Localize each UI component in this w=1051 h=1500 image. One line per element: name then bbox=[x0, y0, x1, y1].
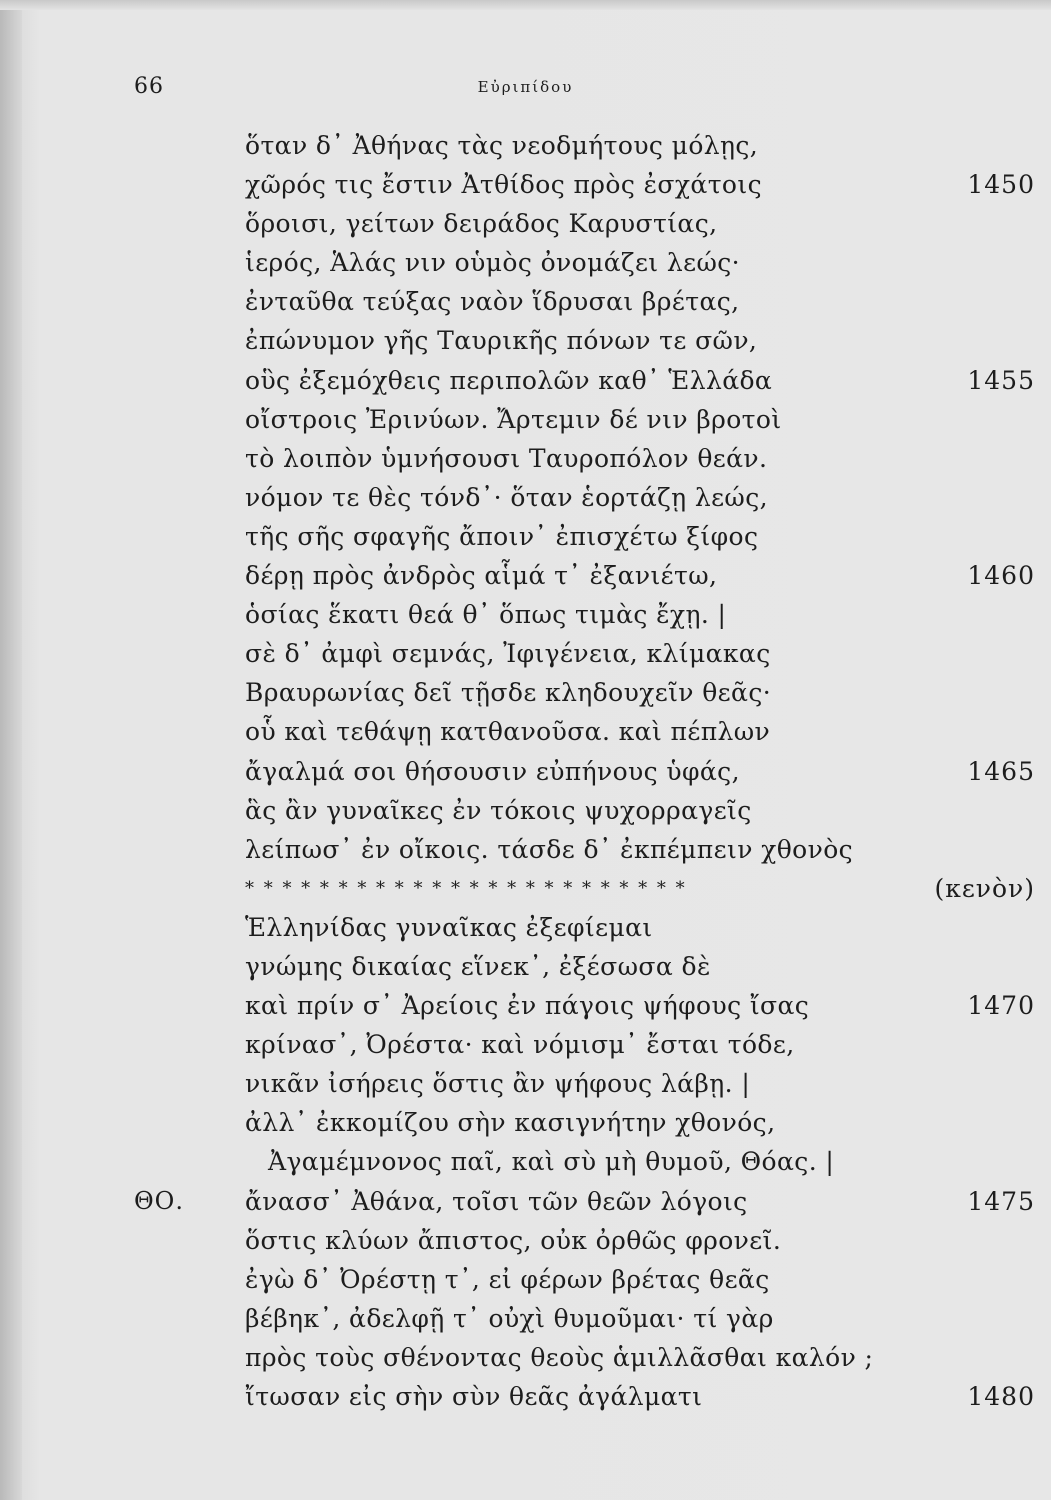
lacuna-line bbox=[0, 869, 1051, 908]
verse-text: ἐπώνυμον γῆς Ταυρικῆς πόνων τε σῶν, bbox=[245, 326, 758, 356]
verse-line bbox=[0, 634, 1051, 673]
verse-text: δέρῃ πρὸς ἀνδρὸς αἷμά τ᾽ ἐξανιέτω, bbox=[245, 561, 718, 591]
verse-text: ὅταν δ᾽ Ἀθήνας τὰς νεοδμήτους μόλῃς, bbox=[245, 131, 759, 160]
verse-line bbox=[0, 321, 1051, 360]
verse-line bbox=[0, 791, 1051, 830]
verse-line bbox=[0, 908, 1051, 947]
line-number: 1455 bbox=[967, 365, 1035, 395]
verse-text: καὶ πρίν σ᾽ Ἀρείοις ἐν πάγοις ψήφους ἴσας bbox=[245, 991, 810, 1021]
verse-line bbox=[0, 1299, 1051, 1338]
verse-text: ἐγὼ δ᾽ Ὀρέστῃ τ᾽, εἰ φέρων βρέτας θεᾶς bbox=[245, 1264, 770, 1294]
verse-text: Βραυρωνίας δεῖ τῇσδε κληδουχεῖν θεᾶς· bbox=[245, 678, 772, 708]
verse-line bbox=[0, 556, 1051, 595]
line-number: 1475 bbox=[967, 1186, 1035, 1216]
verse-text: κρίνασ᾽, Ὀρέστα· καὶ νόμισμ᾽ ἔσται τόδε, bbox=[245, 1030, 795, 1060]
verse-text: ἱερός, Ἁλάς νιν οὑμὸς ὀνομάζει λεώς· bbox=[245, 248, 740, 278]
verse-line bbox=[0, 1338, 1051, 1377]
verse-text: χῶρός τις ἔστιν Ἀτθίδος πρὸς ἐσχάτοις bbox=[245, 170, 762, 200]
verse-text: οὗ καὶ τεθάψῃ κατθανοῦσα. καὶ πέπλων bbox=[245, 717, 771, 747]
verse-line bbox=[0, 595, 1051, 634]
verse-line bbox=[0, 126, 1051, 165]
verse-line bbox=[0, 1025, 1051, 1064]
running-title: Εὐριπίδου bbox=[477, 78, 574, 96]
line-number: 1450 bbox=[967, 170, 1035, 200]
verse-line bbox=[0, 830, 1051, 869]
verse-lines bbox=[0, 126, 1051, 1416]
verse-text: Ἑλληνίδας γυναῖκας ἐξεφίεμαι bbox=[245, 912, 653, 942]
speaker-label: ΘΟ. bbox=[134, 1186, 184, 1215]
verse-line bbox=[0, 204, 1051, 243]
verse-line bbox=[0, 673, 1051, 712]
verse-text: πρὸς τοὺς σθένοντας θεοὺς ἁμιλλᾶσθαι καλόν ; bbox=[245, 1342, 874, 1372]
verse-line bbox=[0, 1182, 1051, 1221]
line-number: 1480 bbox=[967, 1382, 1035, 1411]
verse-text: οἴστροις Ἐρινύων. Ἄρτεμιν δέ νιν βροτοὶ bbox=[245, 404, 782, 434]
verse-text: ἄγαλμά σοι θήσουσιν εὐπήνους ὑφάς, bbox=[245, 756, 740, 786]
verse-line bbox=[0, 1064, 1051, 1103]
verse-line bbox=[0, 165, 1051, 204]
verse-line bbox=[0, 243, 1051, 282]
verse-line bbox=[0, 986, 1051, 1025]
verse-text: λείπωσ᾽ ἐν οἴκοις. τάσδε δ᾽ ἐκπέμπειν χθονὸς bbox=[245, 834, 854, 864]
verse-text: ἄνασσ᾽ Ἀθάνα, τοῖσι τῶν θεῶν λόγοις bbox=[245, 1186, 748, 1216]
verse-line bbox=[0, 947, 1051, 986]
verse-text: ὅροισι, γείτων δειράδος Καρυστίας, bbox=[245, 209, 718, 239]
verse-line bbox=[0, 361, 1051, 400]
verse-line bbox=[0, 1377, 1051, 1416]
verse-line bbox=[0, 282, 1051, 321]
verse-text: βέβηκ᾽, ἀδελφῇ τ᾽ οὐχὶ θυμοῦμαι· τί γὰρ bbox=[245, 1303, 774, 1333]
verse-text: οὓς ἐξεμόχθεις περιπολῶν καθ᾽ Ἑλλάδα bbox=[245, 365, 773, 395]
verse-line bbox=[0, 1103, 1051, 1142]
verse-text: ἃς ἂν γυναῖκες ἐν τόκοις ψυχορραγεῖς bbox=[245, 795, 752, 825]
lacuna-asterisks: * * * * * * * * * * * * * * * * * * * * * * * * bbox=[245, 877, 687, 899]
line-number: 1465 bbox=[967, 756, 1035, 786]
page-number: 66 bbox=[134, 74, 164, 99]
verse-line bbox=[0, 752, 1051, 791]
verse-text: νόμον τε θὲς τόνδ᾽· ὅταν ἑορτάζῃ λεώς, bbox=[245, 482, 768, 512]
verse-text: σὲ δ᾽ ἀμφὶ σεμνάς, Ἰφιγένεια, κλίμακας bbox=[245, 639, 771, 669]
line-number: 1470 bbox=[967, 991, 1035, 1021]
line-number: 1460 bbox=[967, 561, 1035, 591]
verse-text: ὅστις κλύων ἄπιστος, οὐκ ὀρθῶς φρονεῖ. bbox=[245, 1225, 782, 1255]
verse-text: ἀλλ᾽ ἐκκομίζου σὴν κασιγνήτην χθονός, bbox=[245, 1108, 776, 1138]
verse-text: ἐνταῦθα τεύξας ναὸν ἵδρυσαι βρέτας, bbox=[245, 287, 740, 317]
verse-text: ὁσίας ἕκατι θεά θ᾽ ὅπως τιμὰς ἔχῃ. | bbox=[245, 600, 727, 630]
lacuna-note: (κενὸν) bbox=[934, 873, 1035, 903]
verse-line bbox=[0, 1142, 1051, 1181]
verse-line bbox=[0, 712, 1051, 751]
verse-text: Ἀγαμέμνονος παῖ, καὶ σὺ μὴ θυμοῦ, Θόας. | bbox=[268, 1147, 835, 1177]
verse-text: ἴτωσαν εἰς σὴν σὺν θεᾶς ἀγάλματι bbox=[245, 1382, 703, 1411]
page-top-shadow bbox=[0, 0, 1051, 10]
verse-text: τῆς σῆς σφαγῆς ἄποιν᾽ ἐπισχέτω ξίφος bbox=[245, 521, 759, 551]
verse-line bbox=[0, 517, 1051, 556]
verse-text: γνώμης δικαίας εἵνεκ᾽, ἐξέσωσα δὲ bbox=[245, 951, 711, 981]
verse-text: νικᾶν ἰσήρεις ὅστις ἂν ψήφους λάβῃ. | bbox=[245, 1069, 751, 1099]
verse-line bbox=[0, 1221, 1051, 1260]
verse-line bbox=[0, 1260, 1051, 1299]
verse-line bbox=[0, 439, 1051, 478]
verse-line bbox=[0, 400, 1051, 439]
verse-text: τὸ λοιπὸν ὑμνήσουσι Ταυροπόλον θεάν. bbox=[245, 443, 768, 473]
verse-line bbox=[0, 478, 1051, 517]
